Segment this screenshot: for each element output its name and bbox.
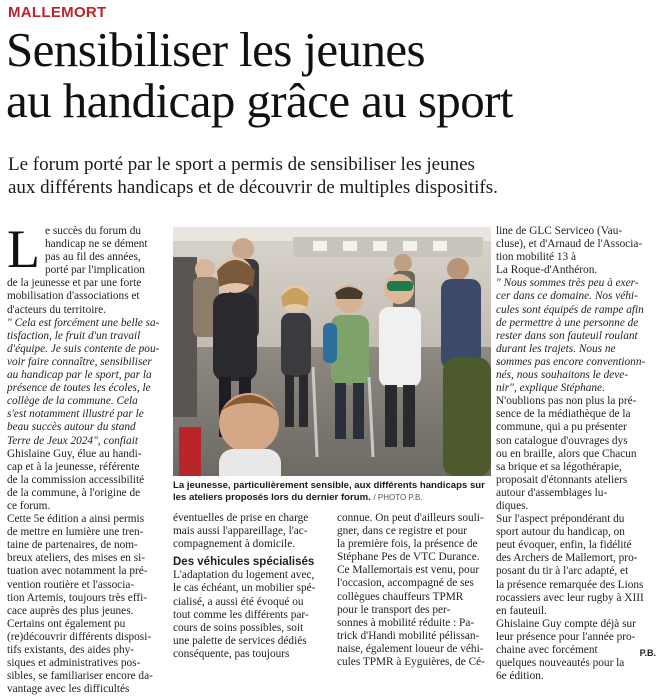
text-line: taine de partenaires, de nom- [7, 539, 138, 552]
quote-line: cules sont équipés de rampe afin [496, 303, 644, 316]
text-line: éventuelles de prise en charge [173, 512, 309, 524]
text-line: cap et à la jeunesse, référente [7, 460, 140, 473]
text-line: sibles, se familiariser encore da- [7, 670, 153, 683]
text-line: tion mobilité 13 à [496, 251, 577, 264]
standfirst [8, 153, 658, 199]
text-line: trick d'Handi mobilité pélissan- [337, 629, 480, 642]
text-line: Certains ont également pu [7, 617, 126, 630]
text-line: N'oublions pas non plus la pré- [496, 395, 637, 408]
quote-line: Terre de Jeux 2024", confiait [7, 434, 138, 447]
text-line: de mettre en lumière une tren- [7, 526, 144, 539]
text-line: conséquente, pas toujours [173, 647, 290, 660]
caption-line [173, 492, 491, 504]
quote-line: de permettre à une personne de [496, 316, 639, 329]
text-line: son catalogue d'ouvrages dys [496, 434, 628, 447]
headline [6, 24, 661, 126]
text-line: Ghislaine Guy, élue au handi- [7, 447, 142, 460]
article-column-4 [496, 225, 658, 683]
quote-line: rester dans son fauteuil roulant [496, 329, 638, 342]
text-line: une palette de services dédiés [173, 634, 307, 647]
text-line: ou en braille, alors que Chacun [496, 447, 637, 460]
text-line: tifs existants, des aides phy- [7, 644, 135, 656]
quote-line: d'équipe. Je suis contente de pou- [7, 342, 160, 355]
text-line: tion Artemis, toujours très effi- [7, 591, 148, 604]
photo-caption [173, 480, 491, 504]
text-line: en fauteuil. [496, 604, 547, 617]
text-line: vantage avec les difficultés [7, 683, 130, 696]
text-line: porté par l'implication [45, 264, 145, 277]
text-line: cules TPMR à Eyguières, de Cé- [337, 656, 485, 669]
text-line: connue. On peut d'ailleurs souli- [337, 512, 484, 524]
text-line: proposait d'étonnants ateliers [496, 473, 628, 486]
text-line: d'acteurs du territoire. [7, 303, 106, 316]
text-line: cialisé, a aussi été évoqué ou [173, 595, 304, 608]
text-line: quelques nouveautés pour la [496, 657, 625, 670]
text-line: 6e édition. [496, 670, 544, 683]
text-line: line de GLC Serviceo (Vau- [496, 225, 623, 237]
text-line: compagnement à domicile. [173, 538, 296, 551]
text-line: sa brique et sa légothérapie, [496, 460, 622, 473]
text-line: chaine avec forcément [496, 644, 598, 656]
text-line: pour le transport des per- [337, 603, 451, 616]
headline-line: au handicap grâce au sport [6, 73, 513, 128]
quote-line: voir faire connaître, sensibiliser [7, 355, 152, 368]
subheading: Des véhicules spécialisés [173, 556, 315, 569]
text-line: cluse), et d'Arnaud de l'Associa- [496, 238, 643, 251]
quote-line: nés, nous souhaitons le deve- [496, 369, 629, 382]
text-line: naise, également loueur de véhi- [337, 642, 484, 655]
text-line: l'occasion, accompagné de ses [337, 577, 474, 590]
text-line: peut évoquer, enfin, la fidélité [496, 539, 632, 552]
text-line: sonnes à mobilité réduite : Pa- [337, 616, 475, 629]
article-column-2 [173, 512, 331, 661]
article-column-3 [337, 512, 493, 669]
text-line: ce forum. [7, 499, 51, 512]
quote-line: présence de toutes les écoles, le [7, 382, 151, 395]
caption-text: les ateliers proposés lors du dernier forum. [173, 492, 371, 503]
text-line: cace auprès des plus jeunes. [7, 604, 134, 617]
text-line: vention routière et l'associa- [7, 578, 135, 591]
text-line: autour d'assemblages lu- [496, 486, 608, 499]
text-line: diques. [496, 499, 529, 512]
text-line: Cette 5e édition a ainsi permis [7, 513, 145, 526]
text-line: Ghislaine Guy compte déjà sur [496, 617, 636, 630]
text-line: siques et administratives pos- [7, 657, 141, 670]
text-line: breux ateliers, des mises en si- [7, 552, 146, 565]
text-line: le cas échéant, un mobilier spé- [173, 582, 316, 595]
article-photo [173, 227, 491, 476]
standfirst-line: aux différents handicaps et de découvrir de multiples dispositifs. [8, 177, 498, 198]
text-line: cours de soins possibles, soit [173, 621, 304, 634]
text-line: la première fois, la présence de [337, 538, 478, 551]
text-line: pas au fil des années, [45, 251, 141, 264]
quote-line: " Nous sommes très peu à exer- [496, 277, 639, 290]
text-line: de la jeunesse et par une forte [7, 277, 142, 290]
caption-line: La jeunesse, particulièrement sensible, aux différents handicaps sur [173, 480, 485, 491]
text-line: tuation avec notamment la pré- [7, 565, 148, 578]
article-column-1 [7, 219, 165, 696]
text-line: sence de la médiathèque de la [496, 408, 631, 421]
drop-cap: L [7, 219, 40, 279]
text-line: leur présence pour l'année pro- [496, 630, 636, 643]
text-line: sport autour du handicap, on [496, 526, 625, 539]
quote-line: s'est notamment illustré par le [7, 408, 144, 421]
section-kicker: MALLEMORT [8, 4, 107, 21]
text-line: Stéphane Pes de VTC Durance. [337, 551, 480, 564]
text-line: gner, dans ce registre et pour [337, 525, 468, 538]
quote-line: beau succès autour du stand [7, 421, 136, 434]
photo-credit: / PHOTO P.B. [373, 493, 423, 502]
quote-line: sommes pas encore conventionn- [496, 355, 646, 368]
quote-line: tisfaction, le fruit d'un travail [7, 329, 141, 342]
quote-line: " Cela est forcément une belle sa- [7, 316, 160, 329]
text-line: rocassiers avec leur rugby à XIII [496, 591, 644, 604]
quote-line: durant les trajets. Nous ne [496, 342, 616, 355]
quote-line: nir", explique Stéphane. [496, 382, 605, 395]
text-line: de la commune, à l'origine de [7, 486, 141, 499]
text-line: de la commission accessibilité [7, 473, 145, 486]
text-line: tout comme les différents par- [173, 608, 309, 621]
text-line: Ce Mallemortais est venu, pour [337, 564, 480, 577]
text-line: La Roque-d'Anthéron. [496, 264, 598, 277]
text-line: la présence remarquée des Lions [496, 578, 644, 591]
text-line: Sur l'aspect prépondérant du [496, 513, 625, 526]
text-line: e succès du forum du [45, 225, 141, 237]
quote-line: cer dans ce domaine. Nos véhi- [496, 290, 638, 303]
quote-line: collège de la commune. Cela [7, 395, 138, 408]
text-line: commune, qui a pu présenter [496, 421, 627, 434]
text-line: handicap ne se dément [45, 238, 148, 251]
text-line: L'adaptation du logement avec, [173, 569, 315, 582]
text-line: des Archers de Mallemort, pro- [496, 552, 638, 565]
text-line: (re)découvrir différents disposi- [7, 630, 152, 643]
text-line: posant du tir à l'arc adapté, et [496, 565, 629, 578]
text-line: collègues chauffeurs TPMR [337, 590, 464, 603]
standfirst-line: Le forum porté par le sport a permis de sensibiliser les jeunes [8, 154, 475, 175]
photo-illustration [173, 227, 491, 476]
text-line: mobilisation d'associations et [7, 290, 140, 303]
text-line: mais aussi l'appareillage, l'ac- [173, 525, 308, 538]
author-signature: P.B. [639, 648, 656, 658]
headline-line: Sensibiliser les jeunes [6, 22, 425, 77]
quote-line: au handicap par le sport, par la [7, 369, 152, 382]
